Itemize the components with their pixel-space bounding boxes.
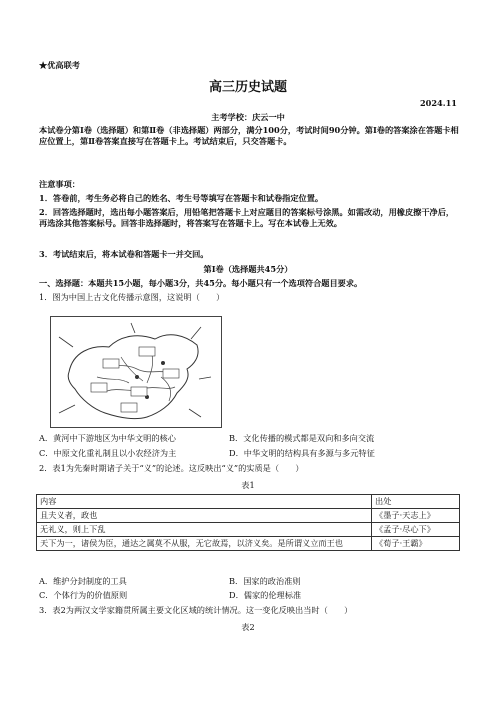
question-1-option-b[interactable]: B．文化传播的模式都是双向和多向交流 xyxy=(229,433,375,443)
table-1-caption: 表1 xyxy=(241,480,255,490)
note-3: 3．考试结束后，将本试卷和答题卡一并交回。 xyxy=(39,249,209,259)
question-2-option-c[interactable]: C．个体行为的价值原则 xyxy=(39,590,128,600)
question-2-option-b[interactable]: B．国家的政治准则 xyxy=(229,576,301,586)
table-cell: 天下为一，诸侯为臣，通达之属莫不从服，无它故焉，以济义矣。是所谓义立而王也 xyxy=(37,537,372,551)
part-instructions: 一、选择题：本题共15小题，每小题3分，共45分。每小题只有一个选项符合题目要求。 xyxy=(39,278,363,288)
table-cell: 且夫义者，政也 xyxy=(37,509,372,523)
exam-title: 高三历史试题 xyxy=(208,80,287,95)
table-cell: 《孟子·尽心下》 xyxy=(372,523,460,537)
table-row xyxy=(37,495,460,509)
brand-label: ★优高联考 xyxy=(39,60,80,70)
note-1: 1．答卷前，考生务必将自己的姓名、考生号等填写在答题卡和试卷指定位置。 xyxy=(39,193,324,203)
question-3-stem: 3．表2为两汉文学家籍贯所属主要文化区域的统计情况。这一变化反映出当时（ ） xyxy=(39,605,353,615)
china-culture-map xyxy=(50,316,222,428)
intro-paragraph: 本试卷分第Ⅰ卷（选择题）和第Ⅱ卷（非选择题）两部分，满分100分，考试时间90分钟。第Ⅰ卷的答案涂在答题卡相应位置上，第Ⅱ卷答案直接写在答题卡上。考试结束后，只交答题卡。 xyxy=(39,125,459,146)
table-cell: 《墨子·天志上》 xyxy=(372,509,460,523)
table-row xyxy=(37,509,460,523)
section-heading: 第Ⅰ卷（选择题共45分） xyxy=(203,264,293,274)
host-school: 主考学校：庆云一中 xyxy=(211,112,285,122)
table-cell: 《荀子·王霸》 xyxy=(372,537,460,551)
question-1-option-a[interactable]: A．黄河中下游地区为中华文明的核心 xyxy=(39,433,176,443)
notes-heading: 注意事项： xyxy=(39,179,80,189)
table-row xyxy=(37,537,460,551)
question-2-stem: 2．表1为先秦时期诸子关于“义”的论述。这反映出“义”的实质是（ ） xyxy=(39,463,304,473)
note-2: 2．回答选择题时，选出每小题答案后，用铅笔把答题卡上对应题目的答案标号涂黑。如需改动，用橡皮擦干净后，再选涂其他答案标号。回答非选择题时，将答案写在答题卡上。写在本试卷上无效。 xyxy=(39,207,455,228)
table-header-content: 内容 xyxy=(37,495,372,509)
table-2-caption: 表2 xyxy=(241,622,255,632)
table-1 xyxy=(36,494,460,551)
question-1-option-d[interactable]: D．中华文明的结构具有多源与多元特征 xyxy=(229,448,375,458)
exam-date: 2024.11 xyxy=(419,98,457,108)
question-1-option-c[interactable]: C．中原文化重礼制且以小农经济为主 xyxy=(39,448,177,458)
table-cell: 无礼义，则上下乱 xyxy=(37,523,372,537)
map-drawing xyxy=(51,317,221,427)
question-1-stem: 1．图为中国上古文化传播示意图，这说明（ ） xyxy=(39,292,225,302)
question-2-option-d[interactable]: D．儒家的伦理标准 xyxy=(229,590,302,600)
table-header-source: 出处 xyxy=(372,495,460,509)
table-row xyxy=(37,523,460,537)
question-2-option-a[interactable]: A．维护分封制度的工具 xyxy=(39,576,127,586)
